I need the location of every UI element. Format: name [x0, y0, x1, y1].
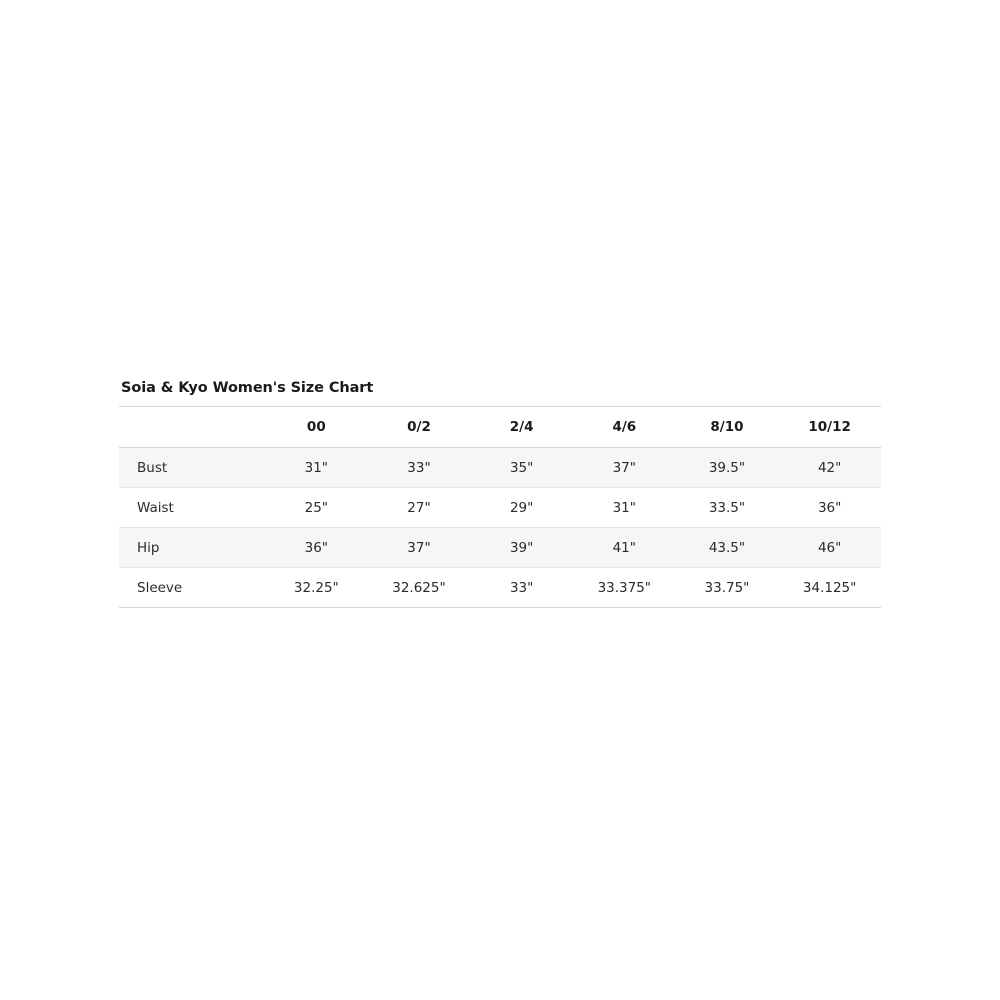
cell-hip-00: 36": [265, 528, 368, 568]
cell-bust-10-12: 42": [778, 448, 881, 488]
column-header-size-2-4: 2/4: [470, 407, 573, 448]
page-title: Soia & Kyo Women's Size Chart: [121, 380, 374, 396]
row-label-waist: Waist: [119, 488, 265, 528]
cell-hip-0-2: 37": [368, 528, 471, 568]
cell-waist-0-2: 27": [368, 488, 471, 528]
cell-waist-8-10: 33.5": [676, 488, 779, 528]
cell-sleeve-00: 32.25": [265, 568, 368, 608]
column-header-measurement: [119, 407, 265, 448]
cell-hip-10-12: 46": [778, 528, 881, 568]
cell-bust-8-10: 39.5": [676, 448, 779, 488]
size-chart-table: [119, 406, 881, 608]
column-header-size-4-6: 4/6: [573, 407, 676, 448]
table-row: [119, 568, 881, 608]
table-row: [119, 488, 881, 528]
cell-bust-0-2: 33": [368, 448, 471, 488]
size-chart-block: [119, 380, 881, 608]
column-header-size-10-12: 10/12: [778, 407, 881, 448]
cell-sleeve-4-6: 33.375": [573, 568, 676, 608]
cell-sleeve-2-4: 33": [470, 568, 573, 608]
table-row: [119, 448, 881, 488]
cell-waist-10-12: 36": [778, 488, 881, 528]
cell-hip-4-6: 41": [573, 528, 676, 568]
cell-sleeve-0-2: 32.625": [368, 568, 471, 608]
table-row: [119, 528, 881, 568]
cell-bust-00: 31": [265, 448, 368, 488]
cell-bust-4-6: 37": [573, 448, 676, 488]
cell-hip-8-10: 43.5": [676, 528, 779, 568]
row-label-hip: Hip: [119, 528, 265, 568]
table-body: [119, 448, 881, 608]
cell-sleeve-8-10: 33.75": [676, 568, 779, 608]
cell-waist-2-4: 29": [470, 488, 573, 528]
cell-hip-2-4: 39": [470, 528, 573, 568]
cell-waist-00: 25": [265, 488, 368, 528]
row-label-sleeve: Sleeve: [119, 568, 265, 608]
column-header-size-8-10: 8/10: [676, 407, 779, 448]
table-header-row: [119, 407, 881, 448]
row-label-bust: Bust: [119, 448, 265, 488]
cell-bust-2-4: 35": [470, 448, 573, 488]
cell-waist-4-6: 31": [573, 488, 676, 528]
column-header-size-00: 00: [265, 407, 368, 448]
cell-sleeve-10-12: 34.125": [778, 568, 881, 608]
table-header: [119, 407, 881, 448]
column-header-size-0-2: 0/2: [368, 407, 471, 448]
